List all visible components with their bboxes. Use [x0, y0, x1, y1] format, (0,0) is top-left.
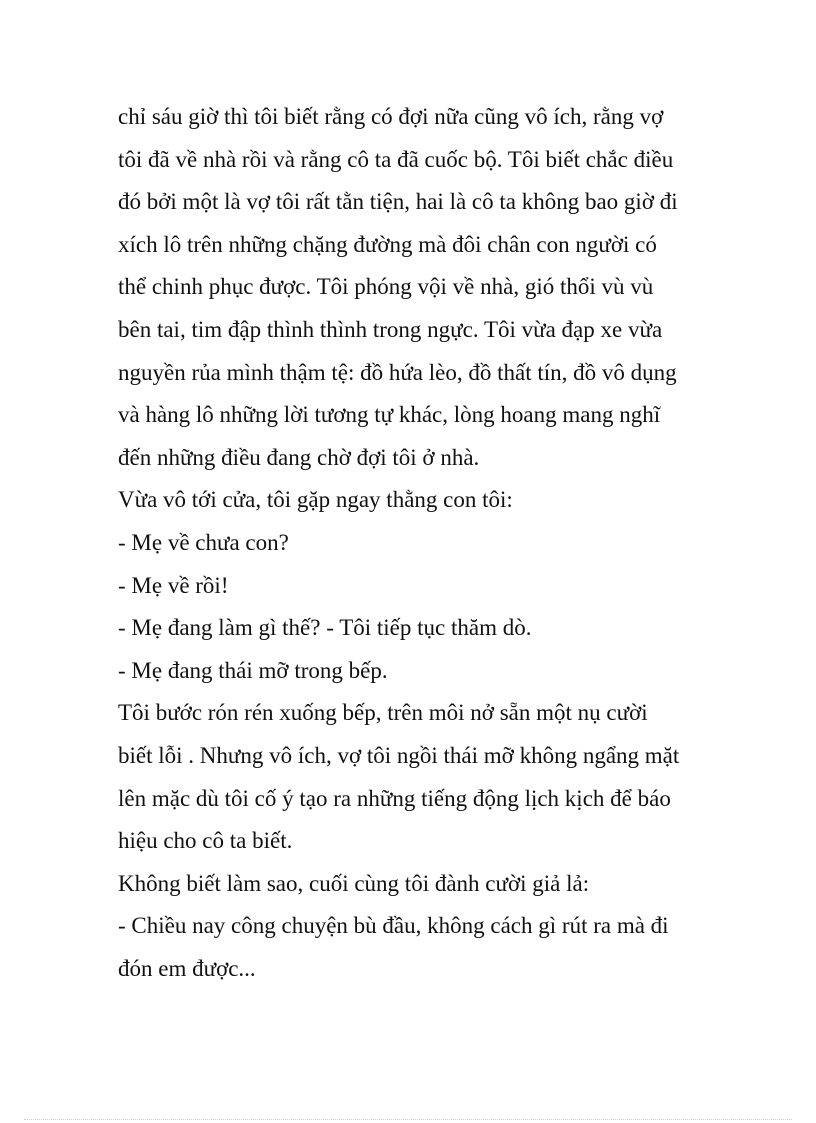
text-line: tôi đã về nhà rồi và rằng cô ta đã cuốc bộ. Tôi biết chắc điều [118, 146, 674, 172]
text-line: chỉ sáu giờ thì tôi biết rằng có đợi nữa cũng vô ích, rằng vợ [118, 104, 664, 129]
text-line: và hàng lô những lời tương tự khác, lòng hoang mang nghĩ [118, 402, 661, 428]
text-line: thể chinh phục được. Tôi phóng vội về nhà, gió thổi vù vù [118, 274, 654, 300]
dialogue-line: - Mẹ đang làm gì thế? - Tôi tiếp tục thăm dò. [118, 615, 532, 641]
text-line: nguyền rủa mình thậm tệ: đồ hứa lèo, đồ thất tín, đồ vô dụng [118, 359, 677, 385]
page-bottom-edge [24, 1119, 792, 1120]
dialogue-line: - Mẹ về rồi! [118, 572, 229, 598]
dialogue-line: - Mẹ về chưa con? [118, 529, 289, 555]
text-line: hiệu cho cô ta biết. [118, 828, 293, 854]
text-line: xích lô trên những chặng đường mà đôi chân con người có [118, 231, 657, 257]
body-text [118, 96, 718, 990]
text-line: đến những điều đang chờ đợi tôi ở nhà. [118, 444, 480, 470]
text-line: Tôi bước rón rén xuống bếp, trên môi nở sẵn một nụ cười [118, 700, 648, 726]
text-line: đó bởi một là vợ tôi rất tằn tiện, hai là cô ta không bao giờ đi [118, 189, 678, 215]
text-line: Vừa vô tới cửa, tôi gặp ngay thằng con tôi: [118, 487, 513, 513]
dialogue-line: - Chiều nay công chuyện bù đầu, không cách gì rút ra mà đi [118, 913, 669, 939]
text-line: lên mặc dù tôi cố ý tạo ra những tiếng động lịch kịch để báo [118, 785, 671, 811]
text-line: Không biết làm sao, cuối cùng tôi đành cười giả lả: [118, 870, 590, 896]
text-line: biết lỗi . Nhưng vô ích, vợ tôi ngồi thái mỡ không ngẩng mặt [118, 742, 680, 768]
dialogue-line: - Mẹ đang thái mỡ trong bếp. [118, 657, 388, 683]
text-line: đón em được... [118, 955, 256, 981]
text-line: bên tai, tim đập thình thình trong ngực. Tôi vừa đạp xe vừa [118, 316, 663, 342]
